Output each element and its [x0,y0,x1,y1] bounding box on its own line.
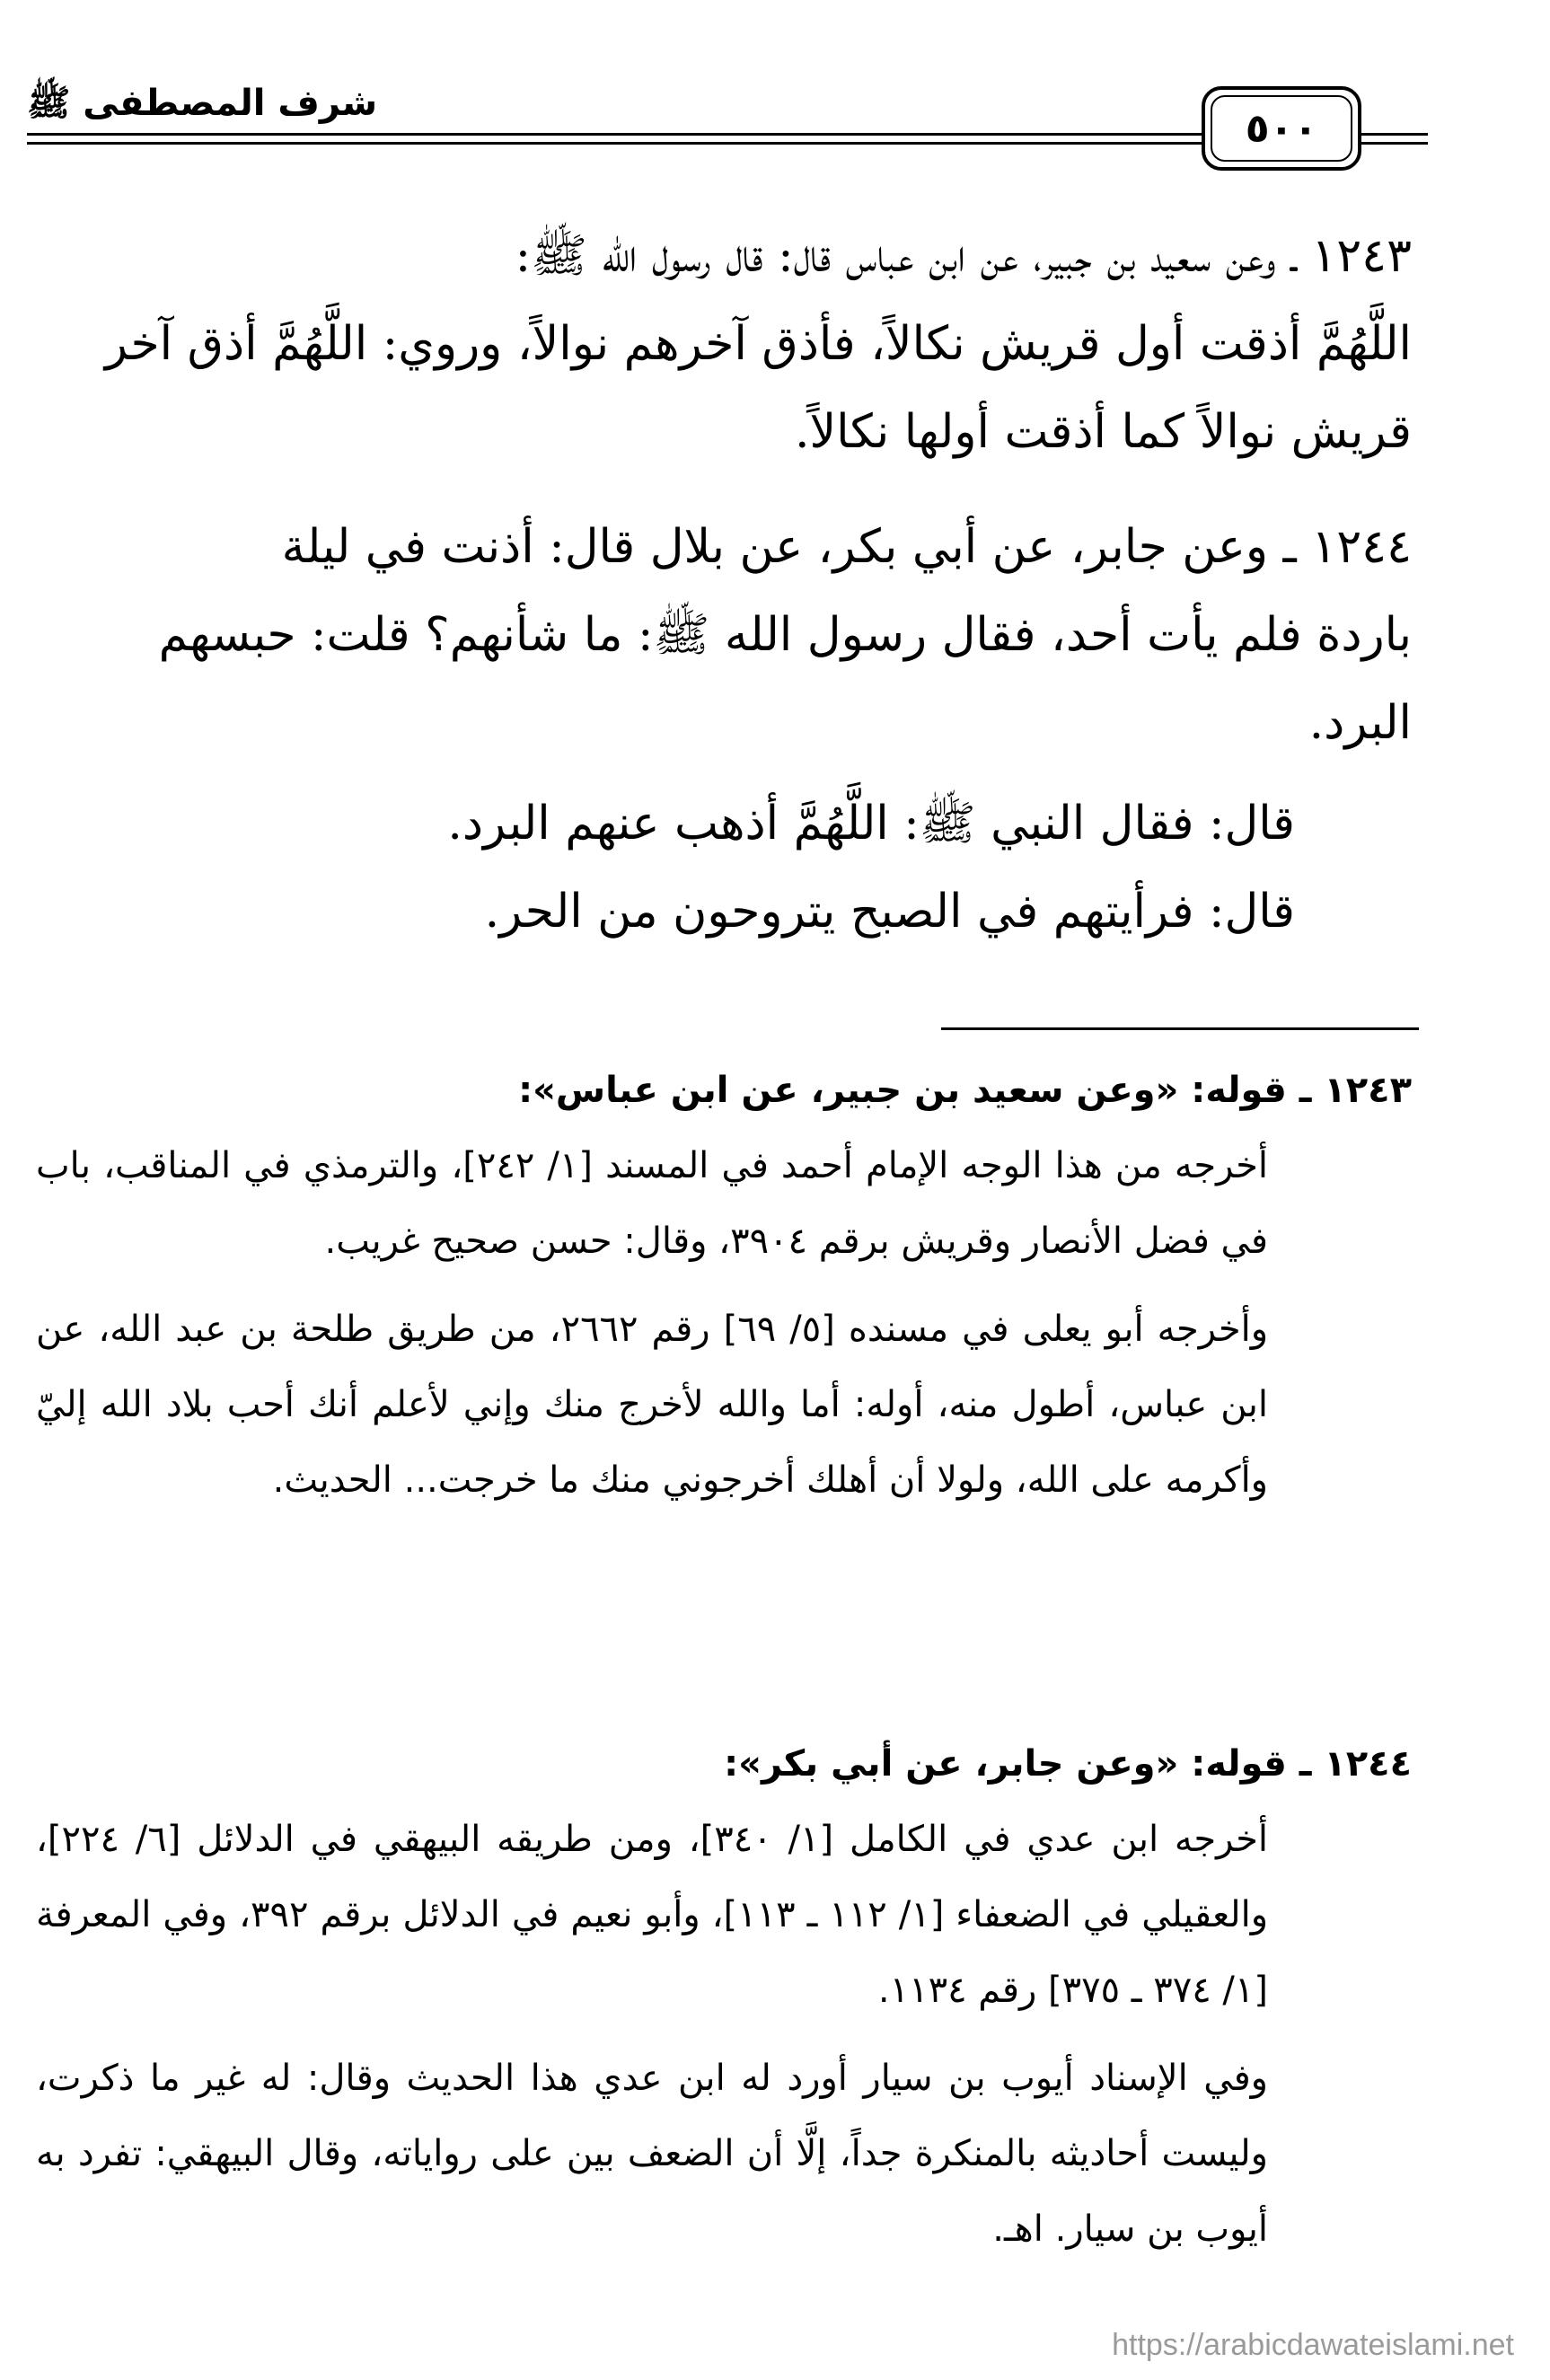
running-title: شرف المصطفى ﷺ [27,83,378,124]
page-number: ٥٠٠ [1245,105,1318,152]
hadith-line: باردة فلم يأت أحد، فقال رسول الله ﷺ: ما شأنهم؟ قلت: حبسهم [158,608,1412,662]
note-1244 [36,1726,1412,2267]
hadith-1243 [36,212,1412,476]
hadith-1244 [36,503,1412,956]
note-paragraph: وفي الإسناد أيوب بن سيار أورد له ابن عدي هذا الحديث وقال: له غير ما ذكرت، وليست أحاديثه بالمنكرة جداً، إلَّا أن الضعف بين على رواياته، وقال البيهقي: تفرد به أيوب بن سيار. اهـ. [36,2058,1268,2250]
hadith-line: قال: فرأيتهم في الصبح يتروحون من الحر. [484,885,1295,939]
hadith-line: قريش نوالاً كما أذقت أولها نكالاً. [794,405,1412,459]
hadith-line: اللَّهُمَّ أذقت أول قريش نكالاً، فأذق آخرهم نوالاً، وروي: اللَّهُمَّ أذق آخر [104,317,1412,371]
note-heading: ١٢٤٤ ـ قوله: «وعن جابر، عن أبي بكر»: [724,1743,1412,1785]
hadith-line: ١٢٤٤ ـ وعن جابر، عن أبي بكر، عن بلال قال: أذنت في ليلة [281,520,1412,574]
page-number-frame [1202,86,1361,171]
hadith-line: قال: فقال النبي ﷺ: اللَّهُمَّ أذهب عنهم البرد. [447,797,1295,851]
hadith-line: البرد. [1308,696,1412,750]
note-paragraph: أخرجه من هذا الوجه الإمام أحمد في المسند [١/ ٢٤٢]، والترمذي في المناقب، باب في فضل الأنصار وقريش برقم ٣٩٠٤، وقال: حسن صحيح غريب. [36,1145,1268,1262]
note-heading: ١٢٤٣ ـ قوله: «وعن سعيد بن جبير، عن ابن عباس»: [518,1070,1412,1111]
note-paragraph: وأخرجه أبو يعلى في مسنده [٥/ ٦٩] رقم ٢٦٦٢، من طريق طلحة بن عبد الله، عن ابن عباس، أطول منه، أوله: أما والله لأخرج منك وإني لأعلم أنك أحب بلاد الله إليّ وأكرمه على الله، ولولا أن أهلك أخرجوني منك ما خرجت... الحديث. [36,1309,1269,1501]
hadith-line: ١٢٤٣ ـ وعن سعيد بن جبير، عن ابن عباس قال: قال رسول الله ﷺ: [515,229,1412,283]
footnote-separator [941,1027,1419,1030]
note-1243 [36,1053,1412,1518]
watermark-url: https://arabicdawateislami.net [1112,2328,1514,2362]
note-paragraph: أخرجه ابن عدي في الكامل [١/ ٣٤٠]، ومن طريقه البيهقي في الدلائل [٦/ ٢٢٤]، والعقيلي في الضعفاء [١/ ١١٢ ـ ١١٣]، وأبو نعيم في الدلائل برقم ٣٩٢، وفي المعرفة [١/ ٣٧٤ ـ ٣٧٥] رقم ١١٣٤. [36,1819,1269,2011]
